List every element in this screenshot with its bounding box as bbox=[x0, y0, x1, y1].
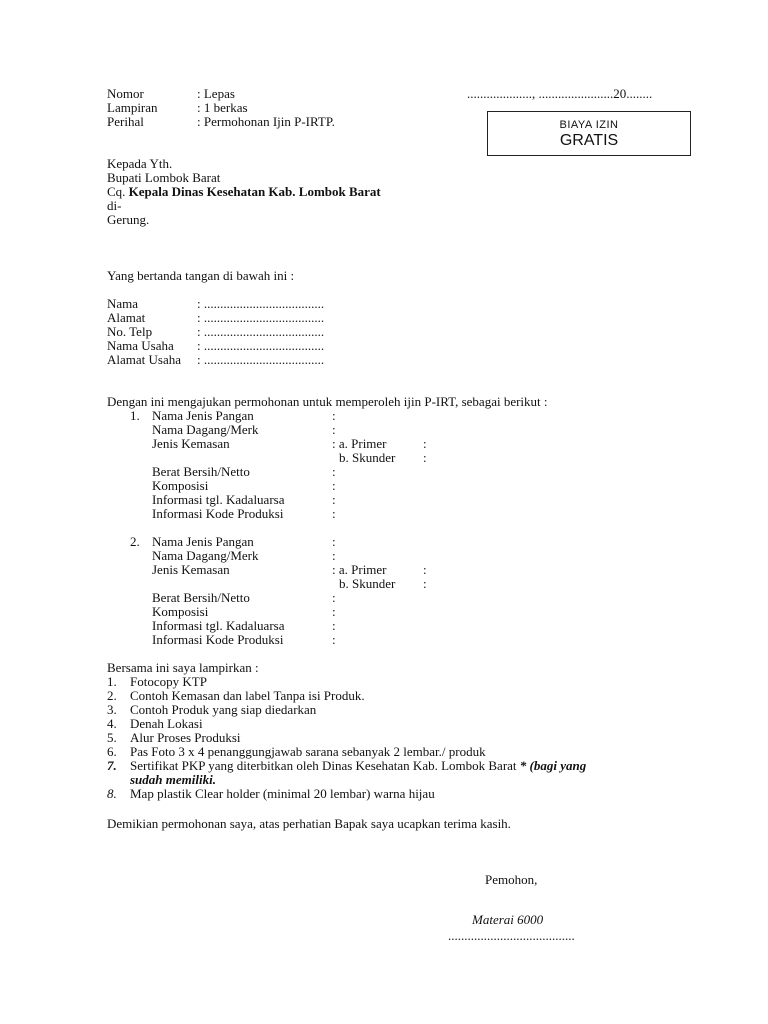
signature-line: ....................................... bbox=[448, 928, 575, 943]
request-intro: Dengan ini mengajukan permohonan untuk memperoleh ijin P-IRT, sebagai berikut : bbox=[107, 394, 548, 409]
product-colon: : bbox=[423, 450, 427, 465]
product-colon: : bbox=[332, 506, 336, 521]
applicant-value: : ..................................... bbox=[197, 310, 325, 325]
product-field: Berat Bersih/Netto bbox=[152, 464, 250, 479]
intro-text: Yang bertanda tangan di bawah ini : bbox=[107, 268, 295, 283]
perihal-label: Perihal bbox=[107, 114, 144, 129]
perihal-value: : Permohonan Ijin P-IRTP. bbox=[197, 114, 335, 129]
product-colon: : bbox=[332, 590, 336, 605]
product-colon: : bbox=[332, 492, 336, 507]
attachment-text-main: Sertifikat PKP yang diterbitkan oleh Dinas Kesehatan Kab. Lombok Barat bbox=[130, 758, 520, 773]
applicant-label: No. Telp bbox=[107, 324, 153, 339]
recipient-cq-name: Kepala Dinas Kesehatan Kab. Lombok Barat bbox=[128, 184, 381, 199]
attachment-number: 3. bbox=[107, 702, 117, 717]
product-field: Nama Dagang/Merk bbox=[152, 548, 259, 563]
product-field: Informasi Kode Produksi bbox=[152, 506, 284, 521]
product-skunder: b. Skunder bbox=[339, 576, 396, 591]
product-colon: : bbox=[332, 604, 336, 619]
applicant-label: Alamat bbox=[107, 310, 146, 325]
applicant-label: Nama Usaha bbox=[107, 338, 174, 353]
lampiran-value: : 1 berkas bbox=[197, 100, 248, 115]
fee-box-value: GRATIS bbox=[559, 132, 619, 149]
recipient-line4: di- bbox=[107, 198, 122, 213]
product-colon: : bbox=[423, 436, 427, 451]
attachments-intro: Bersama ini saya lampirkan : bbox=[107, 660, 259, 675]
recipient-cq-prefix: Cq. bbox=[107, 184, 129, 199]
product-colon: : bbox=[332, 478, 336, 493]
product-field: Komposisi bbox=[152, 604, 209, 619]
product-field: Berat Bersih/Netto bbox=[152, 590, 250, 605]
product-colon: : bbox=[332, 548, 336, 563]
product-colon: : bbox=[332, 464, 336, 479]
product-field: Informasi Kode Produksi bbox=[152, 632, 284, 647]
nomor-value: : Lepas bbox=[197, 86, 235, 101]
attachment-text: Pas Foto 3 x 4 penanggungjawab sarana sebanyak 2 lembar./ produk bbox=[130, 744, 486, 759]
product-field: Nama Jenis Pangan bbox=[152, 534, 254, 549]
product-field: Jenis Kemasan bbox=[152, 436, 230, 451]
attachment-text: Contoh Kemasan dan label Tanpa isi Produk. bbox=[130, 688, 365, 703]
applicant-value: : ..................................... bbox=[197, 296, 325, 311]
recipient-line2: Bupati Lombok Barat bbox=[107, 170, 221, 185]
product-field: Informasi tgl. Kadaluarsa bbox=[152, 618, 285, 633]
product-field: Jenis Kemasan bbox=[152, 562, 230, 577]
attachment-number: 7. bbox=[107, 758, 117, 773]
attachment-number: 8. bbox=[107, 786, 117, 801]
recipient-line1: Kepada Yth. bbox=[107, 156, 173, 171]
product-field: Informasi tgl. Kadaluarsa bbox=[152, 492, 285, 507]
stamp-label: Materai 6000 bbox=[472, 912, 544, 927]
fee-box-label: BIAYA IZIN bbox=[559, 119, 619, 131]
attachment-text: Denah Lokasi bbox=[130, 716, 203, 731]
fee-box bbox=[487, 111, 691, 156]
recipient-cq bbox=[107, 185, 381, 199]
product-colon: : bbox=[332, 632, 336, 647]
attachment-emphasis-cont: sudah memiliki. bbox=[130, 772, 216, 787]
product-colon: : bbox=[332, 408, 336, 423]
attachment-number: 1. bbox=[107, 674, 117, 689]
product-number: 1. bbox=[130, 408, 140, 423]
attachment-number: 5. bbox=[107, 730, 117, 745]
applicant-label: Nama bbox=[107, 296, 139, 311]
attachment-number: 2. bbox=[107, 688, 117, 703]
lampiran-label: Lampiran bbox=[107, 100, 158, 115]
recipient-line5: Gerung. bbox=[107, 212, 150, 227]
product-colon: : bbox=[423, 576, 427, 591]
product-colon: : bbox=[332, 422, 336, 437]
product-colon: : bbox=[423, 562, 427, 577]
attachment-text bbox=[130, 759, 586, 773]
product-skunder: b. Skunder bbox=[339, 450, 396, 465]
closing-text: Demikian permohonan saya, atas perhatian Bapak saya ucapkan terima kasih. bbox=[107, 816, 511, 831]
attachment-number: 4. bbox=[107, 716, 117, 731]
nomor-label: Nomor bbox=[107, 86, 144, 101]
attachment-text: Fotocopy KTP bbox=[130, 674, 207, 689]
applicant-value: : ..................................... bbox=[197, 338, 325, 353]
applicant-value: : ..................................... bbox=[197, 324, 325, 339]
product-number: 2. bbox=[130, 534, 140, 549]
attachment-text: Map plastik Clear holder (minimal 20 lembar) warna hijau bbox=[130, 786, 435, 801]
attachment-text: Contoh Produk yang siap diedarkan bbox=[130, 702, 317, 717]
product-colon: : bbox=[332, 534, 336, 549]
applicant-label: Alamat Usaha bbox=[107, 352, 182, 367]
signature-label: Pemohon, bbox=[485, 872, 538, 887]
date-line: ...................., .......................20........ bbox=[467, 86, 653, 101]
attachment-text: Alur Proses Produksi bbox=[130, 730, 241, 745]
product-colon: : bbox=[332, 618, 336, 633]
product-primer: : a. Primer bbox=[332, 436, 387, 451]
product-field: Nama Jenis Pangan bbox=[152, 408, 254, 423]
product-field: Nama Dagang/Merk bbox=[152, 422, 259, 437]
product-primer: : a. Primer bbox=[332, 562, 387, 577]
attachment-number: 6. bbox=[107, 744, 117, 759]
applicant-value: : ..................................... bbox=[197, 352, 325, 367]
product-field: Komposisi bbox=[152, 478, 209, 493]
attachment-emphasis: * (bagi yang bbox=[519, 758, 587, 773]
